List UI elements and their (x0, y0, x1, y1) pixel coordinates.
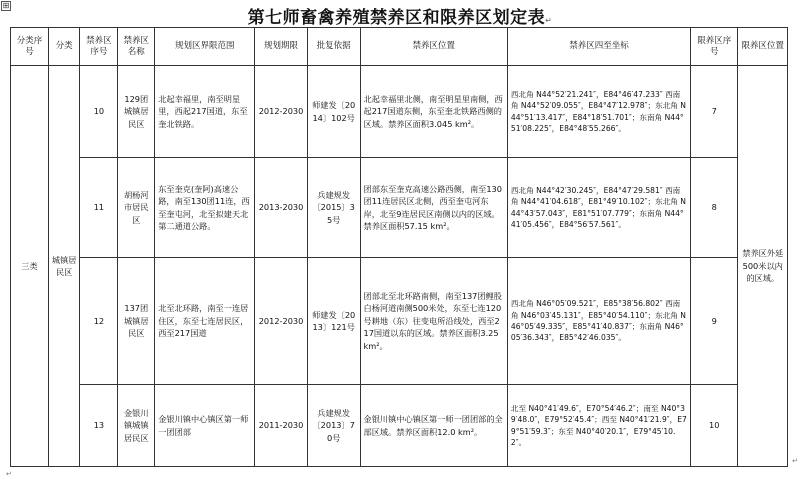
basis-cell: 兵建规发〔2015〕35号 (307, 158, 360, 258)
header-cell: 限养区位置 (738, 28, 788, 66)
ban-name-cell: 金银川镇城镇居民区 (118, 385, 155, 467)
ban-name-cell: 129团城镇居民区 (118, 66, 155, 158)
ban-no-cell: 10 (80, 66, 118, 158)
header-cell: 批复依据 (307, 28, 360, 66)
coords-cell: 北至 N40°41′49.6″，E70°54′46.2″；南至 N40°39′48.0″，E79°52′45.4″；西至 N40°41′21.9″，E79°51′59.3″；东至 N40°40′20.1″，E79°45′10.2″。 (507, 385, 690, 467)
basis-cell: 师建发〔2013〕121号 (307, 258, 360, 385)
position-cell: 金银川镇中心镇区第一师一团团部的全部区域。禁养区面积12.0 km²。 (360, 385, 507, 467)
period-cell: 2013-2030 (255, 158, 308, 258)
page-title: 第七师畜禽养殖禁养区和限养区划定表↵ (247, 8, 553, 28)
header-row (11, 28, 788, 66)
period-cell: 2012-2030 (255, 258, 308, 385)
header-cell: 规划区界限范围 (155, 28, 255, 66)
limit-no-cell: 10 (691, 385, 738, 467)
limit-location-cell: 禁养区外延500米以内的区域。 (738, 66, 788, 467)
table-row (11, 385, 788, 467)
table-row (11, 258, 788, 385)
range-cell: 北起幸福里，南至明星里，西起217国道，东至奎北铁路。 (155, 66, 255, 158)
header-cell: 禁养区位置 (360, 28, 507, 66)
ban-name-cell: 胡杨河市居民区 (118, 158, 155, 258)
range-cell: 东至奎克(奎阿)高速公路，南至130团11连，西至奎屯河，北至拟建天北第二通道公路。 (155, 158, 255, 258)
period-cell: 2011-2030 (255, 385, 308, 467)
limit-no-cell: 7 (691, 66, 738, 158)
coords-cell: 西北角 N46°05′09.521″，E85°38′56.802″ 西南角 N46°03′45.131″，E85°40′54.110″；东北角 N46°05′49.335″，E85°41′40.837″；东南角 N46°05′36.343″，E85°42′46.035″。 (507, 258, 690, 385)
header-cell: 规划期限 (255, 28, 308, 66)
header-cell: 禁养区序号 (80, 28, 118, 66)
ban-no-cell: 12 (80, 258, 118, 385)
paragraph-mark-icon: ↵ (792, 457, 798, 465)
basis-cell: 兵建规发〔2013〕70号 (307, 385, 360, 467)
position-cell: 团部东至奎克高速公路西侧，南至130团11连居民区北侧，西至奎屯河东岸，北至9连居民区南侧以内的区域。禁养区面积57.15 km²。 (360, 158, 507, 258)
header-cell: 禁养区四至坐标 (507, 28, 690, 66)
header-cell: 限养区序号 (691, 28, 738, 66)
ban-no-cell: 11 (80, 158, 118, 258)
position-cell: 团部北至北环路南侧，南至137团鲤股白杨河道南侧500米处，东至七连120号耕地（东）往变电所沿线处，西至217国道以东的区域。禁养区面积3.25 km²。 (360, 258, 507, 385)
table-move-handle-icon[interactable]: ⊞ (2, 1, 10, 10)
zoning-table (10, 27, 788, 467)
ban-no-cell: 13 (80, 385, 118, 467)
group-category-cell: 城镇居民区 (48, 66, 80, 467)
header-cell: 分类序号 (11, 28, 49, 66)
period-cell: 2012-2030 (255, 66, 308, 158)
range-cell: 北至北环路，南至一连居住区，东至七连居民区，西至217国道 (155, 258, 255, 385)
group-seq-cell: 三类 (11, 66, 49, 467)
position-cell: 北起幸福里北侧，南至明星里南侧，西起217国道东侧，东至奎北铁路西侧的区域。禁养区面积3.045 km²。 (360, 66, 507, 158)
header-cell: 分类 (48, 28, 80, 66)
basis-cell: 师建发〔2014〕102号 (307, 66, 360, 158)
range-cell: 金银川镇中心镇区第一师一团团部 (155, 385, 255, 467)
ban-name-cell: 137团城镇居民区 (118, 258, 155, 385)
limit-no-cell: 9 (691, 258, 738, 385)
paragraph-mark-icon: ↵ (6, 470, 12, 478)
table-row (11, 158, 788, 258)
coords-cell: 西北角 N44°52′21.241″，E84°46′47.233″ 西南角 N44°52′09.055″，E84°47′12.978″；东北角 N44°51′13.417″，E84°18′51.701″；东南角 N44°51′08.225″，E84°48′55.266″。 (507, 66, 690, 158)
header-cell: 禁养区名称 (118, 28, 155, 66)
limit-no-cell: 8 (691, 158, 738, 258)
table-row (11, 66, 788, 158)
coords-cell: 西北角 N44°42′30.245″，E84°47′29.581″ 西南角 N44°41′04.618″，E81°49′10.102″；东北角 N44°43′57.043″，E81°51′07.779″；东南角 N44°41′05.456″，E84°56′57.561″。 (507, 158, 690, 258)
